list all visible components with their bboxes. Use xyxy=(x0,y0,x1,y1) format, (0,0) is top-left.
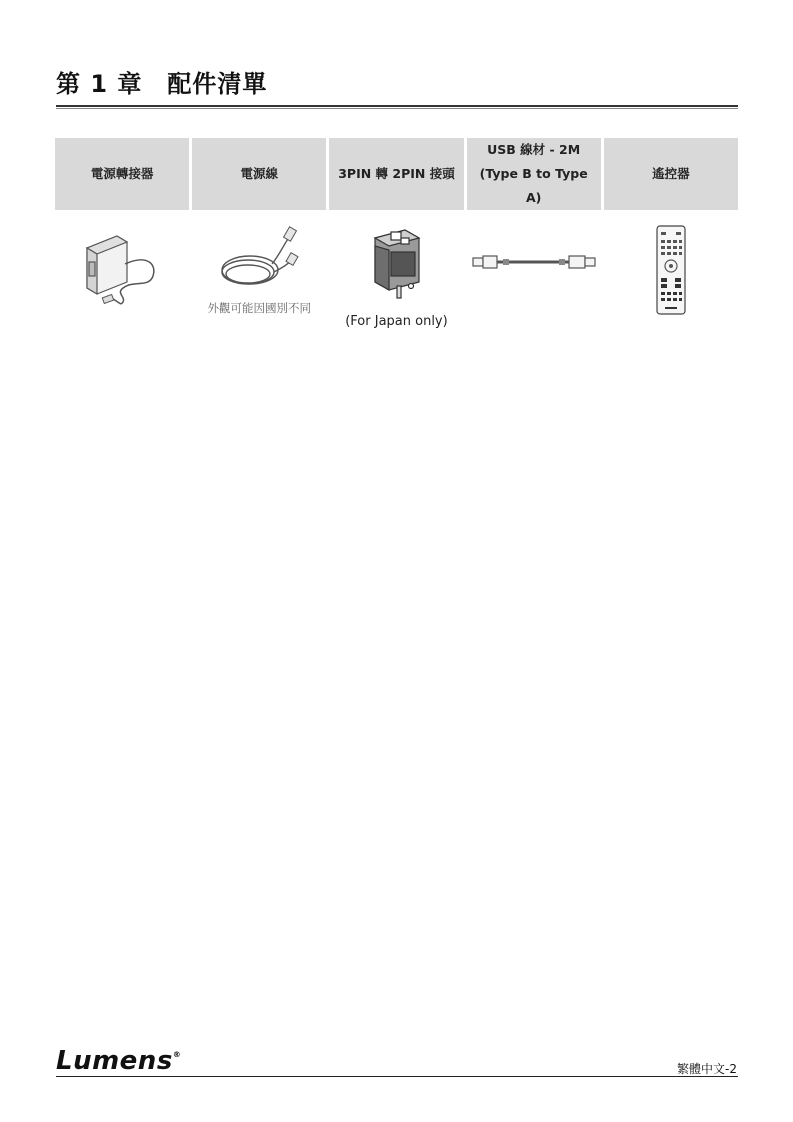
power-adapter-icon xyxy=(77,224,167,314)
cell-power-cord xyxy=(192,210,326,349)
remote-control-icon xyxy=(651,224,691,316)
title-rule xyxy=(56,105,738,107)
footer-rule xyxy=(56,1076,738,1077)
page-number: 繁體中文-2 xyxy=(677,1062,737,1076)
accessories-header-row xyxy=(55,138,738,210)
header-plug-adapter: 3PIN 轉 2PIN 接頭 xyxy=(329,138,463,210)
cell-usb-cable xyxy=(467,210,601,349)
power-cord-caption: 外觀可能因國別不同 xyxy=(207,301,312,315)
brand-logo: Lumens® xyxy=(56,1046,182,1076)
power-cord-icon xyxy=(214,224,304,302)
accessories-table xyxy=(52,138,741,349)
header-power-adapter: 電源轉接器 xyxy=(55,138,189,210)
plug-adapter-caption: (For Japan only) xyxy=(345,314,448,329)
cell-plug-adapter xyxy=(329,210,463,349)
cell-power-adapter xyxy=(55,210,189,349)
usb-cable-icon xyxy=(469,224,599,294)
header-remote-control: 遙控器 xyxy=(604,138,738,210)
plug-adapter-icon xyxy=(361,224,431,304)
header-usb-cable: USB 線材 - 2M (Type B to Type A) xyxy=(467,138,601,210)
cell-remote-control xyxy=(604,210,738,349)
chapter-title: 第 1 章 配件清單 xyxy=(56,70,268,98)
accessories-image-row xyxy=(55,210,738,349)
header-power-cord: 電源線 xyxy=(192,138,326,210)
title-rule-thin xyxy=(56,108,738,109)
